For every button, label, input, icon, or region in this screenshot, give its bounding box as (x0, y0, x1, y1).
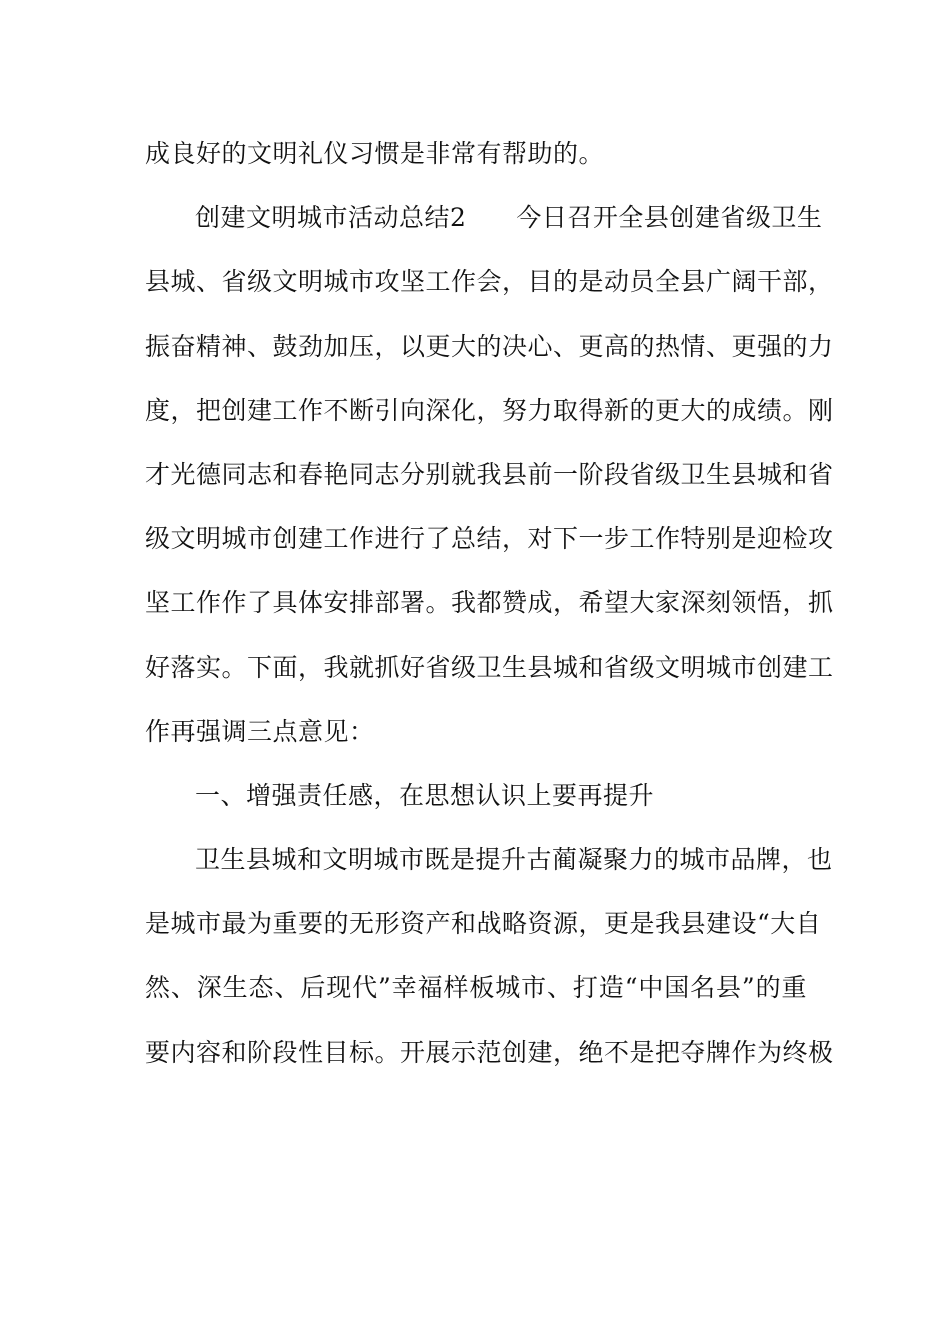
text-line-10: 作再强调三点意见： (145, 716, 375, 746)
text-line-15: 要内容和阶段性目标。开展示范创建，绝不是把夺牌作为终极 (145, 1037, 834, 1067)
text-line-14: 然、深生态、后现代”幸福样板城市、打造“中国名县”的重 (145, 973, 807, 1003)
text-line-1: 成良好的文明礼仪习惯是非常有帮助的。 (145, 139, 605, 168)
text-line-3: 县城、省级文明城市攻坚工作会，目的是动员全县广阔干部， (145, 267, 834, 297)
section-title: 创建文明城市活动总结2 (195, 203, 467, 233)
text-line-8: 坚工作作了具体安排部署。我都赞成，希望大家深刻领悟，抓 (145, 588, 834, 618)
text-line-2 (145, 186, 823, 250)
text-line-13: 是城市最为重要的无形资产和战略资源，更是我县建设“大自 (145, 909, 822, 939)
text-line-9: 好落实。下面，我就抓好省级卫生县城和省级文明城市创建工 (145, 652, 834, 682)
text-line-5: 度，把创建工作不断引向深化，努力取得新的更大的成绩。刚 (145, 395, 834, 425)
document-body (145, 122, 834, 1085)
text-line-4: 振奋精神、鼓劲加压，以更大的决心、更高的热情、更强的力 (145, 331, 834, 361)
text-line-6: 才光德同志和春艳同志分别就我县前一阶段省级卫生县城和省 (145, 459, 834, 489)
section-heading: 一、增强责任感，在思想认识上要再提升 (195, 780, 655, 810)
text-line-2-body: 今日召开全县创建省级卫生 (516, 203, 823, 233)
text-line-7: 级文明城市创建工作进行了总结，对下一步工作特别是迎检攻 (145, 524, 834, 554)
text-line-12: 卫生县城和文明城市既是提升古蔺凝聚力的城市品牌，也 (195, 845, 833, 875)
